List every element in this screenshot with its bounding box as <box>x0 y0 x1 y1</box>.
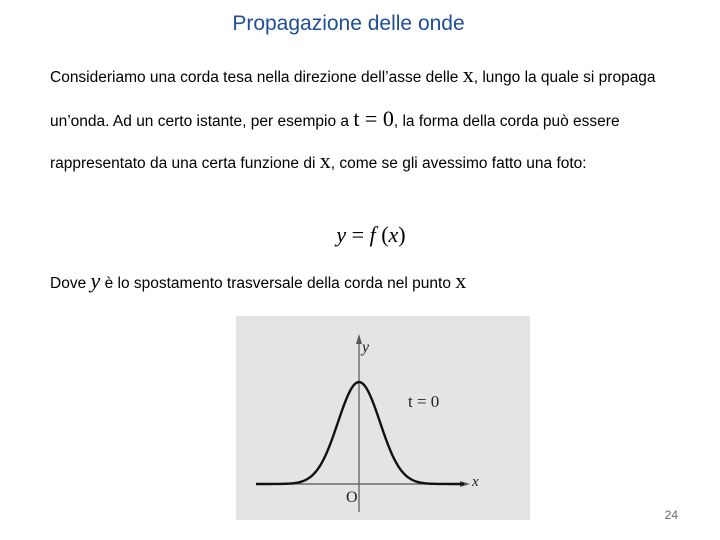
explanation-line <box>50 268 466 294</box>
x-axis-label: x <box>472 474 479 490</box>
y-axis-label: y <box>362 339 370 356</box>
eq-y: y <box>336 222 347 247</box>
text-segment: un’onda. Ad un certo istante, per esempio a <box>50 113 354 130</box>
math-t-equals-zero: t = 0 <box>353 106 394 131</box>
text-segment: , come se gli avessimo fatto una foto: <box>330 155 587 172</box>
text-segment: rappresentato da una certa funzione di <box>50 155 320 172</box>
figure-background <box>236 316 530 520</box>
text-segment: , la forma della corda può essere <box>393 113 620 130</box>
paragraph-line-1 <box>50 62 656 88</box>
time-label: t = 0 <box>408 392 440 411</box>
eq-close-paren: ) <box>398 222 406 247</box>
eq-x: x <box>388 222 399 247</box>
eq-open-paren: ( <box>375 222 389 247</box>
origin-label: O <box>346 489 358 506</box>
math-variable-x: x <box>319 148 331 173</box>
text-segment: Consideriamo una corda tesa nella direzione dell’asse delle <box>50 69 463 86</box>
math-variable-x: x <box>462 62 474 87</box>
text-segment: è lo spostamento trasversale della corda nel punto <box>100 275 456 292</box>
paragraph-line-2 <box>50 106 620 132</box>
math-variable-x: x <box>455 268 467 293</box>
eq-equals: = <box>346 222 370 247</box>
paragraph-line-3 <box>50 148 587 174</box>
math-variable-y: y <box>90 268 101 293</box>
text-segment: , lungo la quale si propaga <box>473 69 656 86</box>
slide-title: Propagazione delle onde <box>232 12 465 35</box>
wave-function-equation <box>0 222 720 248</box>
eq-f: f <box>369 222 376 247</box>
wave-pulse-figure <box>236 316 530 520</box>
text-segment: Dove <box>50 275 91 292</box>
page-number: 24 <box>664 508 678 522</box>
